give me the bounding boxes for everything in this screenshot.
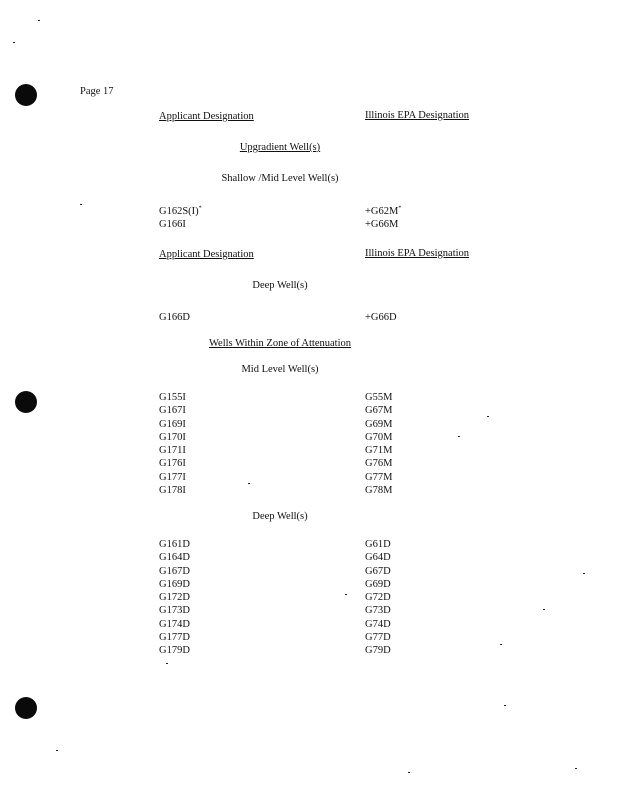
- table-row: [159, 404, 186, 417]
- applicant-well-id: G166D: [159, 312, 190, 323]
- scan-speck: [504, 705, 506, 706]
- scan-speck: [166, 663, 168, 664]
- applicant-well-id: G169D: [159, 578, 190, 590]
- table-row: [159, 644, 190, 657]
- table-row: [365, 538, 391, 551]
- deep-wells-heading-2: Deep Well(s): [252, 511, 308, 522]
- zone-deep-applicant-list: [159, 538, 190, 658]
- epa-well-id: G73D: [365, 605, 391, 617]
- applicant-well-id: G177D: [159, 632, 190, 644]
- epa-well-id: G74D: [365, 618, 391, 630]
- table-row: [159, 578, 190, 591]
- table-row: [365, 644, 391, 657]
- table-row: [365, 391, 392, 404]
- upgradient-deep-epa-list: [365, 311, 397, 324]
- applicant-well-id: G170I: [159, 431, 186, 443]
- applicant-well-id: G167I: [159, 405, 186, 417]
- epa-well-id: +G62M: [365, 206, 399, 217]
- deep-wells-heading: Deep Well(s): [252, 280, 308, 291]
- epa-well-id: G78M: [365, 485, 393, 497]
- epa-designation-header: Illinois EPA Designation: [365, 110, 470, 121]
- epa-well-id: G67D: [365, 565, 391, 577]
- applicant-well-id: G174D: [159, 618, 190, 630]
- table-row: [159, 444, 186, 457]
- epa-well-id: +G66D: [365, 312, 397, 323]
- table-row: [365, 404, 392, 417]
- table-row: [159, 565, 190, 578]
- mid-level-wells-heading: Mid Level Well(s): [241, 364, 319, 375]
- applicant-well-id: G166I: [159, 219, 186, 231]
- applicant-well-id: G172D: [159, 592, 190, 604]
- table-row: [159, 618, 190, 631]
- scan-speck: [500, 644, 502, 645]
- applicant-well-id: G169I: [159, 418, 186, 430]
- epa-well-id: G70M: [365, 431, 393, 443]
- table-row: [365, 471, 392, 484]
- table-row: [365, 604, 391, 617]
- table-row: [159, 205, 202, 218]
- epa-well-id: G67M: [365, 405, 393, 417]
- table-row: [159, 604, 190, 617]
- applicant-well-id: G177I: [159, 471, 186, 483]
- upgradient-deep-applicant-list: [159, 311, 190, 324]
- scan-speck: [56, 750, 58, 751]
- scan-speck: [38, 20, 40, 21]
- applicant-designation-header-2: Applicant Designation: [159, 249, 254, 260]
- epa-well-id: G77D: [365, 632, 391, 644]
- scan-speck: [408, 772, 410, 773]
- applicant-well-id: G176I: [159, 458, 186, 470]
- applicant-designation-header: Applicant Designation: [159, 111, 254, 122]
- epa-well-id: G69D: [365, 578, 391, 590]
- epa-well-id: G69M: [365, 418, 393, 430]
- applicant-well-id: G178I: [159, 485, 186, 497]
- punch-hole-middle: [15, 391, 37, 413]
- upgradient-shallow-epa-list: [365, 205, 401, 232]
- epa-well-id: G72D: [365, 592, 391, 604]
- table-row: [365, 618, 391, 631]
- table-row: [365, 551, 391, 564]
- epa-designation-header-2: Illinois EPA Designation: [365, 248, 470, 259]
- zone-of-attenuation-heading: Wells Within Zone of Attenuation: [208, 338, 352, 349]
- table-row: [159, 631, 190, 644]
- applicant-well-id: G179D: [159, 645, 190, 657]
- table-row: [159, 431, 186, 444]
- scan-speck: [80, 204, 82, 205]
- zone-deep-epa-list: [365, 538, 391, 658]
- epa-well-id: G71M: [365, 445, 393, 457]
- epa-well-id: G77M: [365, 471, 393, 483]
- upgradient-shallow-applicant-list: [159, 205, 202, 232]
- epa-well-id: G76M: [365, 458, 393, 470]
- footnote-mark: *: [398, 205, 402, 212]
- table-row: [365, 631, 391, 644]
- table-row: [365, 418, 392, 431]
- table-row: [365, 565, 391, 578]
- applicant-well-id: G171I: [159, 445, 186, 457]
- applicant-well-id: G173D: [159, 605, 190, 617]
- scan-speck: [575, 768, 577, 769]
- table-row: [365, 444, 392, 457]
- table-row: [365, 431, 392, 444]
- table-row: [159, 484, 186, 497]
- upgradient-wells-heading: Upgradient Well(s): [239, 142, 321, 153]
- table-row: [159, 471, 186, 484]
- applicant-well-id: G164D: [159, 552, 190, 564]
- punch-hole-bottom: [15, 697, 37, 719]
- scan-speck: [487, 416, 489, 417]
- scan-speck: [583, 573, 585, 574]
- table-row: [159, 418, 186, 431]
- applicant-well-id: G155I: [159, 392, 186, 403]
- applicant-well-id: G161D: [159, 539, 190, 550]
- table-row: [365, 484, 392, 497]
- table-row: [365, 578, 391, 591]
- footnote-mark: *: [198, 205, 202, 212]
- zone-mid-epa-list: [365, 391, 392, 497]
- epa-well-id: G64D: [365, 552, 391, 564]
- page-number: Page 17: [80, 86, 114, 97]
- epa-well-id: G55M: [365, 392, 393, 403]
- epa-well-id: G79D: [365, 645, 391, 657]
- table-row: [159, 457, 186, 470]
- table-row: [365, 205, 401, 218]
- epa-well-id: +G66M: [365, 219, 399, 231]
- table-row: [365, 311, 397, 324]
- table-row: [159, 538, 190, 551]
- scan-speck: [543, 609, 545, 610]
- punch-hole-top: [15, 84, 37, 106]
- zone-mid-applicant-list: [159, 391, 186, 497]
- applicant-well-id: G162S(I): [159, 206, 199, 217]
- table-row: [159, 218, 202, 231]
- scan-speck: [458, 436, 460, 437]
- table-row: [365, 457, 392, 470]
- shallow-mid-level-heading: Shallow /Mid Level Well(s): [221, 173, 339, 184]
- table-row: [365, 591, 391, 604]
- scan-speck: [13, 42, 15, 43]
- scan-speck: [345, 594, 347, 595]
- table-row: [365, 218, 401, 231]
- applicant-well-id: G167D: [159, 565, 190, 577]
- table-row: [159, 591, 190, 604]
- scan-speck: [248, 483, 250, 484]
- table-row: [159, 551, 190, 564]
- epa-well-id: G61D: [365, 539, 391, 550]
- table-row: [159, 391, 186, 404]
- table-row: [159, 311, 190, 324]
